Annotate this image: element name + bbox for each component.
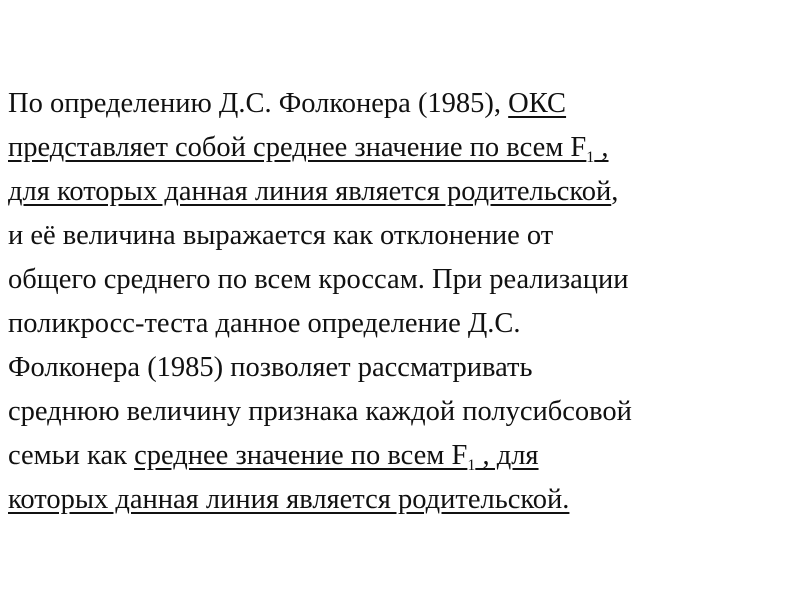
underlined-definition-3 [134,440,539,474]
line-4: и её величина выражается как отклонение от [8,220,554,251]
paragraph [8,82,796,522]
text-segment: , [611,176,619,207]
text-segment: представляет собой среднее значение по всем F [8,132,587,163]
text-segment: По определению Д.С. Фолконера (1985), [8,88,509,119]
text-segment: , для [475,440,539,471]
text-segment: среднее значение по всем F [134,440,468,471]
line-10 [8,478,796,522]
line-2 [8,126,796,170]
text-segment: , [594,132,609,163]
underlined-definition-4: которых данная линия является родительской. [8,484,570,515]
underlined-term-oks: ОКС [508,88,567,119]
underlined-definition-1 [8,132,609,166]
subscript: 1 [586,149,595,166]
line-5: общего среднего по всем кроссам. При реализации [8,264,629,295]
line-3 [8,170,796,214]
line-6: поликросс-теста данное определение Д.С. [8,308,521,339]
line-1 [8,82,796,126]
subscript: 1 [467,457,476,474]
underlined-definition-2: для которых данная линия является родительской [8,176,612,207]
line-7: Фолконера (1985) позволяет рассматривать [8,352,533,383]
text-segment: семьи как [8,440,135,471]
line-9 [8,434,796,478]
line-8: среднюю величину признака каждой полусибсовой [8,396,632,427]
